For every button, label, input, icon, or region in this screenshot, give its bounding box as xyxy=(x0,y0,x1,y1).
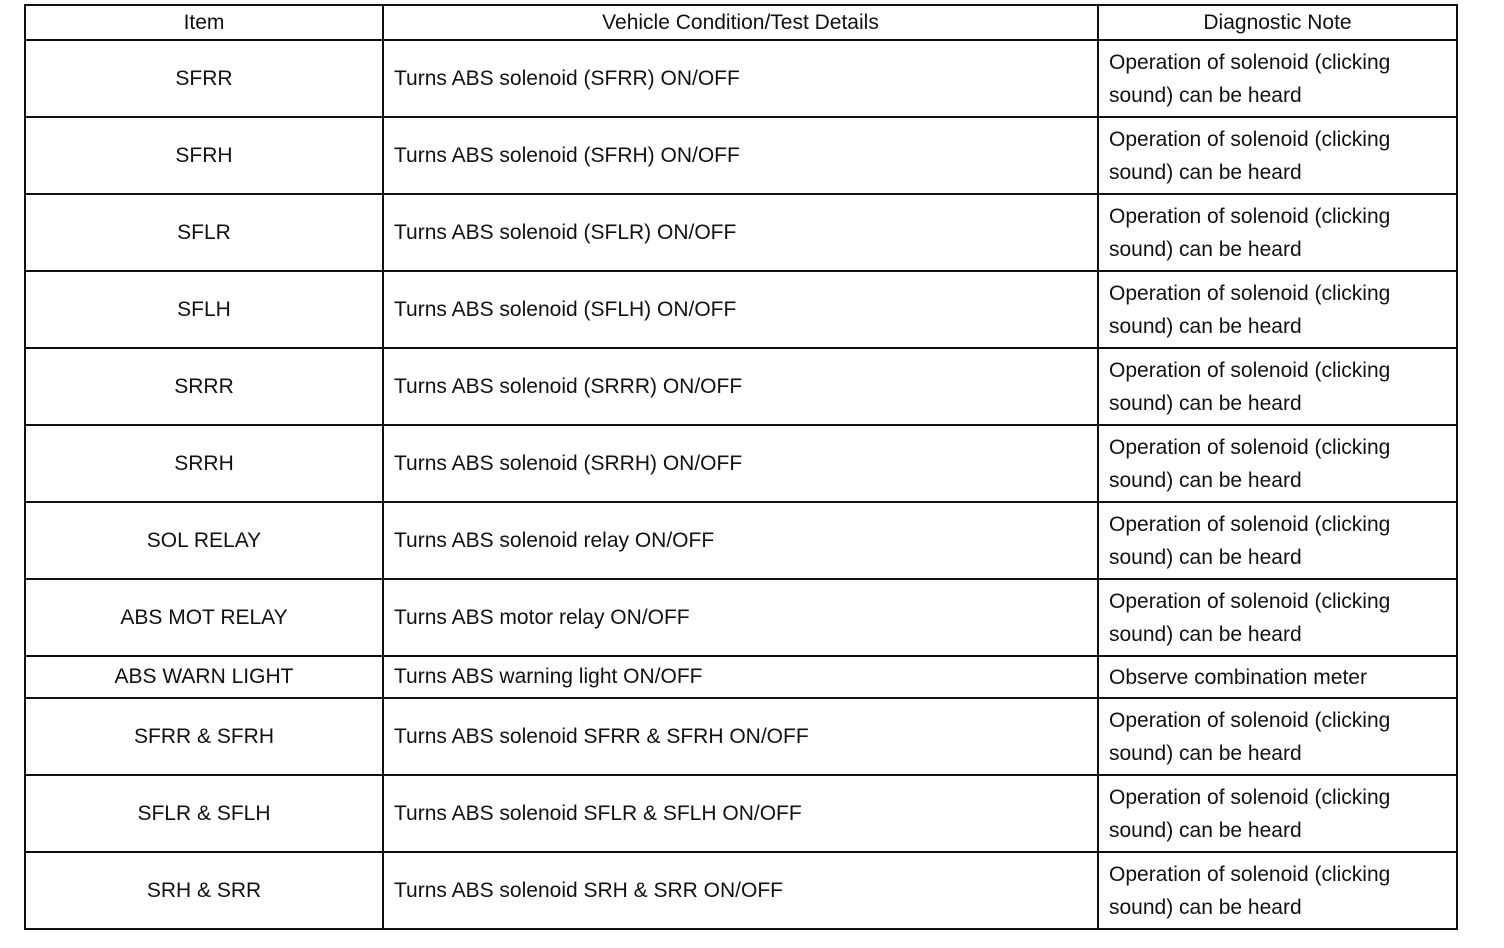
note-cell: Operation of solenoid (clicking sound) can be heard xyxy=(1098,698,1457,775)
item-cell: SFLR xyxy=(25,194,383,271)
item-cell: ABS WARN LIGHT xyxy=(25,656,383,698)
item-cell: SOL RELAY xyxy=(25,502,383,579)
note-cell: Operation of solenoid (clicking sound) can be heard xyxy=(1098,579,1457,656)
header-item: Item xyxy=(25,5,383,40)
note-cell: Operation of solenoid (clicking sound) can be heard xyxy=(1098,117,1457,194)
item-cell: SRRR xyxy=(25,348,383,425)
table-row xyxy=(25,775,1457,852)
item-cell: SFLH xyxy=(25,271,383,348)
detail-cell: Turns ABS solenoid SFRR & SFRH ON/OFF xyxy=(383,698,1098,775)
note-cell: Operation of solenoid (clicking sound) can be heard xyxy=(1098,852,1457,929)
header-detail: Vehicle Condition/Test Details xyxy=(383,5,1098,40)
detail-cell: Turns ABS solenoid (SRRH) ON/OFF xyxy=(383,425,1098,502)
item-cell: SFLR & SFLH xyxy=(25,775,383,852)
note-cell: Operation of solenoid (clicking sound) can be heard xyxy=(1098,271,1457,348)
detail-cell: Turns ABS warning light ON/OFF xyxy=(383,656,1098,698)
table-row xyxy=(25,425,1457,502)
note-cell: Operation of solenoid (clicking sound) can be heard xyxy=(1098,502,1457,579)
item-cell: SRH & SRR xyxy=(25,852,383,929)
item-cell: SFRH xyxy=(25,117,383,194)
table-row xyxy=(25,348,1457,425)
table-row xyxy=(25,698,1457,775)
detail-cell: Turns ABS solenoid (SFRR) ON/OFF xyxy=(383,40,1098,117)
header-note: Diagnostic Note xyxy=(1098,5,1457,40)
detail-cell: Turns ABS motor relay ON/OFF xyxy=(383,579,1098,656)
diagnostic-table xyxy=(24,4,1458,930)
detail-cell: Turns ABS solenoid SFLR & SFLH ON/OFF xyxy=(383,775,1098,852)
item-cell: SFRR xyxy=(25,40,383,117)
table-row xyxy=(25,579,1457,656)
item-cell: SRRH xyxy=(25,425,383,502)
item-cell: SFRR & SFRH xyxy=(25,698,383,775)
table-row xyxy=(25,656,1457,698)
detail-cell: Turns ABS solenoid (SFLR) ON/OFF xyxy=(383,194,1098,271)
note-cell: Operation of solenoid (clicking sound) can be heard xyxy=(1098,348,1457,425)
table-row xyxy=(25,502,1457,579)
item-cell: ABS MOT RELAY xyxy=(25,579,383,656)
table-row xyxy=(25,194,1457,271)
detail-cell: Turns ABS solenoid SRH & SRR ON/OFF xyxy=(383,852,1098,929)
table-header-row xyxy=(25,5,1457,40)
detail-cell: Turns ABS solenoid (SRRR) ON/OFF xyxy=(383,348,1098,425)
detail-cell: Turns ABS solenoid relay ON/OFF xyxy=(383,502,1098,579)
note-cell: Operation of solenoid (clicking sound) can be heard xyxy=(1098,775,1457,852)
table-row xyxy=(25,117,1457,194)
note-cell: Observe combination meter xyxy=(1098,656,1457,698)
detail-cell: Turns ABS solenoid (SFRH) ON/OFF xyxy=(383,117,1098,194)
note-cell: Operation of solenoid (clicking sound) can be heard xyxy=(1098,40,1457,117)
note-cell: Operation of solenoid (clicking sound) can be heard xyxy=(1098,425,1457,502)
table-row xyxy=(25,271,1457,348)
table-row xyxy=(25,40,1457,117)
detail-cell: Turns ABS solenoid (SFLH) ON/OFF xyxy=(383,271,1098,348)
note-cell: Operation of solenoid (clicking sound) can be heard xyxy=(1098,194,1457,271)
table-row xyxy=(25,852,1457,929)
